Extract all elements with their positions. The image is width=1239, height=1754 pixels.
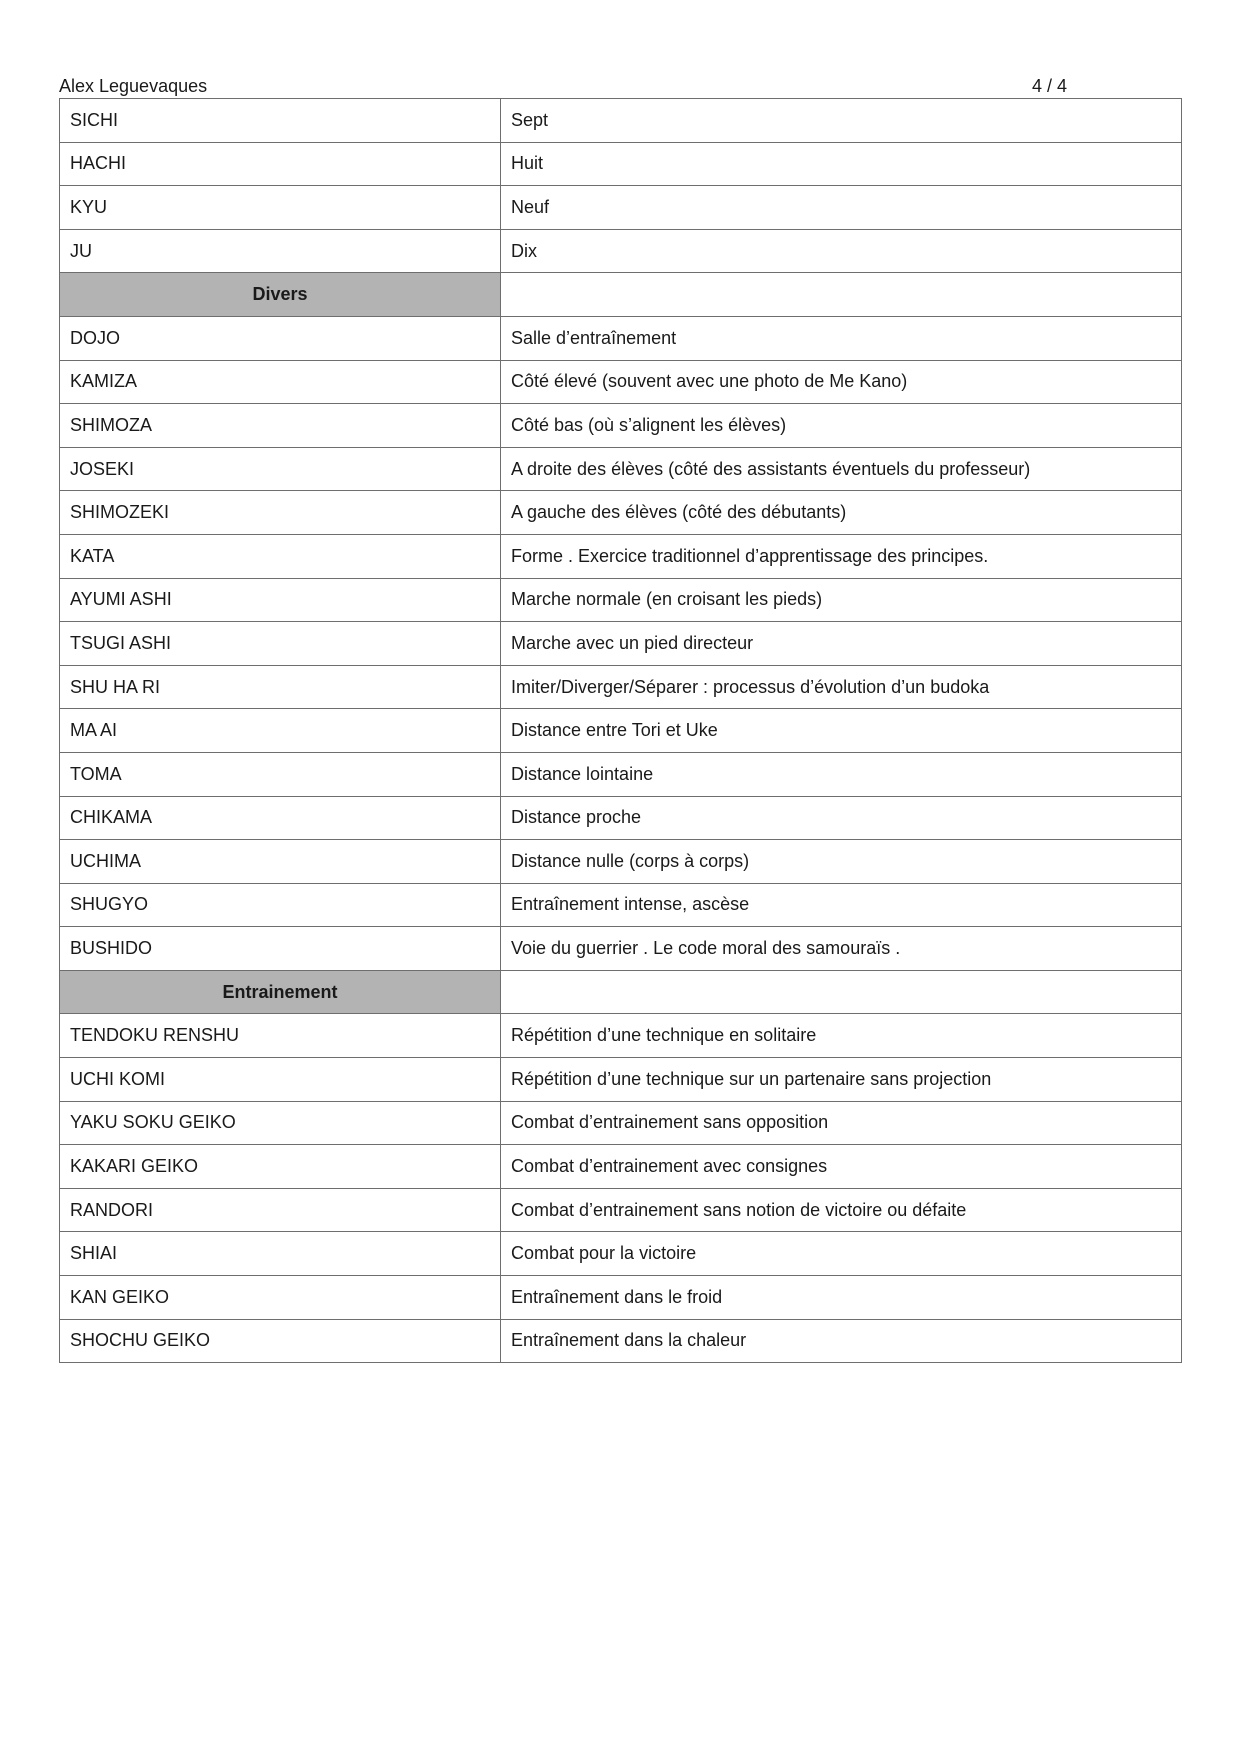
glossary-table-body [60,99,1182,1363]
glossary-table [59,98,1182,1363]
definition-cell: Distance entre Tori et Uke [501,709,1182,753]
table-row [60,1101,1182,1145]
definition-cell: Côté élevé (souvent avec une photo de Me Kano) [501,360,1182,404]
term-cell: SHIMOZA [60,404,501,448]
term-cell: KAMIZA [60,360,501,404]
definition-cell: Imiter/Diverger/Séparer : processus d’évolution d’un budoka [501,665,1182,709]
table-row [60,752,1182,796]
term-cell: CHIKAMA [60,796,501,840]
definition-cell: Sept [501,99,1182,143]
definition-cell: Répétition d’une technique sur un partenaire sans projection [501,1058,1182,1102]
definition-cell: Distance proche [501,796,1182,840]
term-cell: MA AI [60,709,501,753]
term-cell: UCHI KOMI [60,1058,501,1102]
table-row [60,99,1182,143]
definition-cell: Marche normale (en croisant les pieds) [501,578,1182,622]
term-cell: RANDORI [60,1188,501,1232]
term-cell: KAKARI GEIKO [60,1145,501,1189]
definition-cell: Marche avec un pied directeur [501,622,1182,666]
term-cell: HACHI [60,142,501,186]
table-row [60,229,1182,273]
definition-cell: Entraînement dans le froid [501,1276,1182,1320]
term-cell: SHOCHU GEIKO [60,1319,501,1363]
definition-cell: Combat d’entrainement avec consignes [501,1145,1182,1189]
author-name: Alex Leguevaques [59,76,208,96]
term-cell: SHU HA RI [60,665,501,709]
table-row [60,883,1182,927]
definition-cell: Répétition d’une technique en solitaire [501,1014,1182,1058]
table-row [60,796,1182,840]
definition-cell: Distance nulle (corps à corps) [501,840,1182,884]
definition-cell: Entraînement dans la chaleur [501,1319,1182,1363]
definition-cell: Côté bas (où s’alignent les élèves) [501,404,1182,448]
term-cell: DOJO [60,316,501,360]
definition-cell: A gauche des élèves (côté des débutants) [501,491,1182,535]
table-row [60,534,1182,578]
table-row [60,1014,1182,1058]
table-row [60,1276,1182,1320]
term-cell: SHUGYO [60,883,501,927]
term-cell: KATA [60,534,501,578]
table-row [60,491,1182,535]
table-row [60,186,1182,230]
definition-cell: A droite des élèves (côté des assistants éventuels du professeur) [501,447,1182,491]
table-row [60,840,1182,884]
term-cell: KAN GEIKO [60,1276,501,1320]
term-cell: BUSHIDO [60,927,501,971]
table-row [60,1188,1182,1232]
term-cell: KYU [60,186,501,230]
table-row [60,1319,1182,1363]
table-row [60,1145,1182,1189]
table-row [60,665,1182,709]
table-row [60,142,1182,186]
definition-cell: Entraînement intense, ascèse [501,883,1182,927]
table-row [60,447,1182,491]
definition-cell: Combat d’entrainement sans notion de victoire ou défaite [501,1188,1182,1232]
definition-cell: Voie du guerrier . Le code moral des samouraïs . [501,927,1182,971]
term-cell: YAKU SOKU GEIKO [60,1101,501,1145]
term-cell: TENDOKU RENSHU [60,1014,501,1058]
table-row [60,316,1182,360]
term-cell: JU [60,229,501,273]
term-cell: AYUMI ASHI [60,578,501,622]
term-cell: UCHIMA [60,840,501,884]
page-number: 4 / 4 [1031,76,1067,96]
definition-cell: Huit [501,142,1182,186]
definition-cell: Forme . Exercice traditionnel d’apprentissage des principes. [501,534,1182,578]
table-row [60,709,1182,753]
definition-cell: Dix [501,229,1182,273]
page-header [59,74,1067,98]
section-title: Entrainement [60,970,501,1014]
definition-cell: Distance lointaine [501,752,1182,796]
section-row [60,273,1182,317]
table-row [60,1058,1182,1102]
section-title: Divers [60,273,501,317]
table-row [60,927,1182,971]
table-row [60,360,1182,404]
term-cell: SHIMOZEKI [60,491,501,535]
section-empty-cell [501,273,1182,317]
table-row [60,622,1182,666]
term-cell: TSUGI ASHI [60,622,501,666]
definition-cell: Combat d’entrainement sans opposition [501,1101,1182,1145]
term-cell: TOMA [60,752,501,796]
term-cell: SICHI [60,99,501,143]
section-empty-cell [501,970,1182,1014]
table-row [60,404,1182,448]
term-cell: SHIAI [60,1232,501,1276]
definition-cell: Neuf [501,186,1182,230]
section-row [60,970,1182,1014]
table-row [60,1232,1182,1276]
term-cell: JOSEKI [60,447,501,491]
table-row [60,578,1182,622]
definition-cell: Combat pour la victoire [501,1232,1182,1276]
definition-cell: Salle d’entraînement [501,316,1182,360]
